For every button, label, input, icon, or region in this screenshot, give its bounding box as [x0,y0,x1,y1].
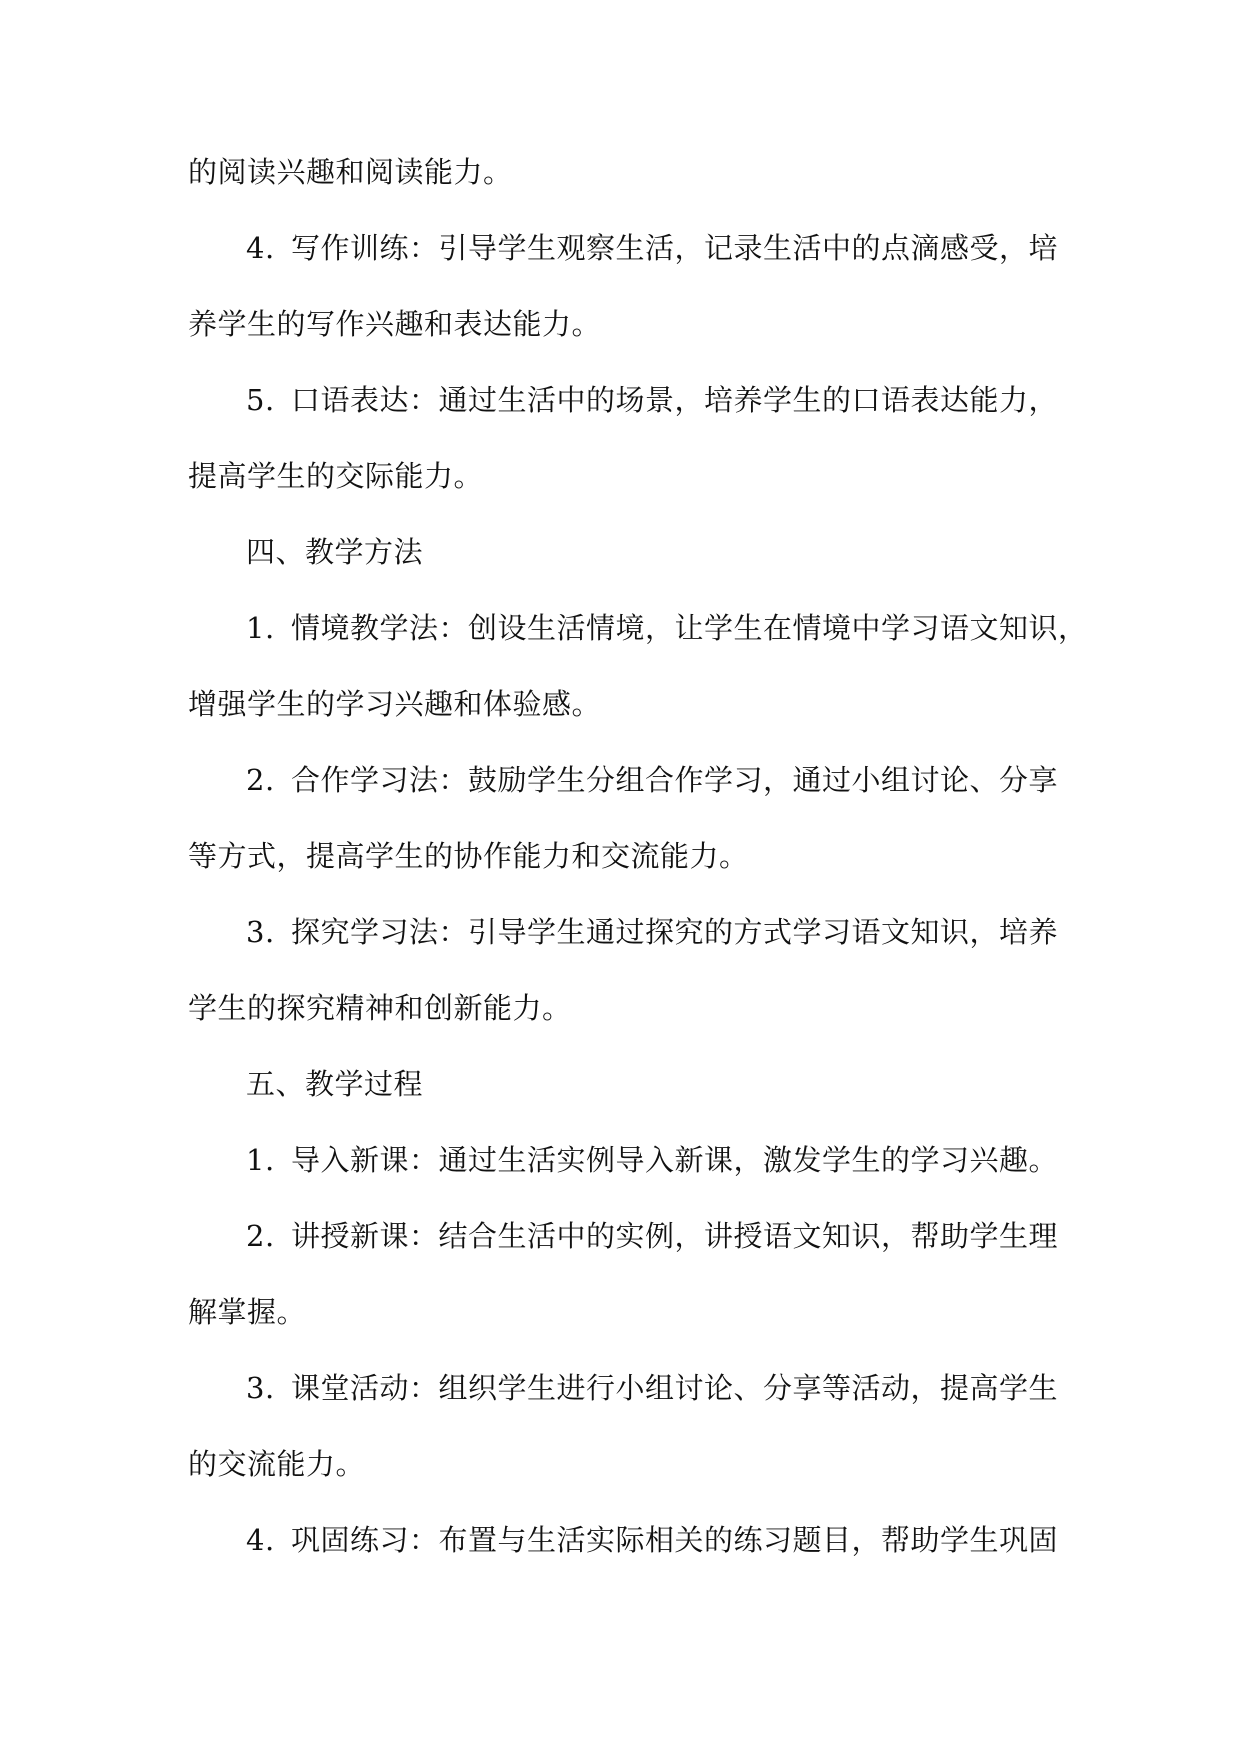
text-line: 等方式，提高学生的协作能力和交流能力。 [188,839,749,873]
item-number: 2. [246,763,275,797]
item-number: 3. [246,915,275,949]
text-line: 解掌握。 [188,1295,307,1329]
item-number: 1. [246,611,275,645]
item-number: 2. [246,1219,275,1253]
document-body [188,140,1088,1584]
item-number: 5. [246,383,275,417]
list-item-line: 3. 探究学习法：引导学生通过探究的方式学习语文知识，培养 [188,900,1058,976]
text-line: 学生的探究精神和创新能力。 [188,991,572,1025]
text-line: 的交流能力。 [188,1447,366,1481]
item-number: 3. [246,1371,275,1405]
list-item-line: 4. 巩固练习：布置与生活实际相关的练习题目，帮助学生巩固 [188,1508,1058,1584]
list-item-line: 1. 情境教学法：创设生活情境，让学生在情境中学习语文知识， [188,596,1058,672]
text-line: 养学生的写作兴趣和表达能力。 [188,307,602,341]
list-item-line: 1. 导入新课：通过生活实例导入新课，激发学生的学习兴趣。 [188,1128,1058,1204]
text-line: 增强学生的学习兴趣和体验感。 [188,687,602,721]
list-item-line: 2. 讲授新课：结合生活中的实例，讲授语文知识，帮助学生理 [188,1204,1058,1280]
list-item-line: 5. 口语表达：通过生活中的场景，培养学生的口语表达能力， [188,368,1058,444]
item-number: 4. [246,231,275,265]
section-heading: 四、教学方法 [246,535,424,569]
text-line: 的阅读兴趣和阅读能力。 [188,155,513,189]
text-line: 提高学生的交际能力。 [188,459,484,493]
section-heading: 五、教学过程 [246,1067,424,1101]
item-number: 1. [246,1143,275,1177]
item-number: 4. [246,1523,275,1557]
list-item-line: 3. 课堂活动：组织学生进行小组讨论、分享等活动，提高学生 [188,1356,1058,1432]
list-item-line: 2. 合作学习法：鼓励学生分组合作学习，通过小组讨论、分享 [188,748,1058,824]
list-item-line: 4. 写作训练：引导学生观察生活，记录生活中的点滴感受，培 [188,216,1058,292]
